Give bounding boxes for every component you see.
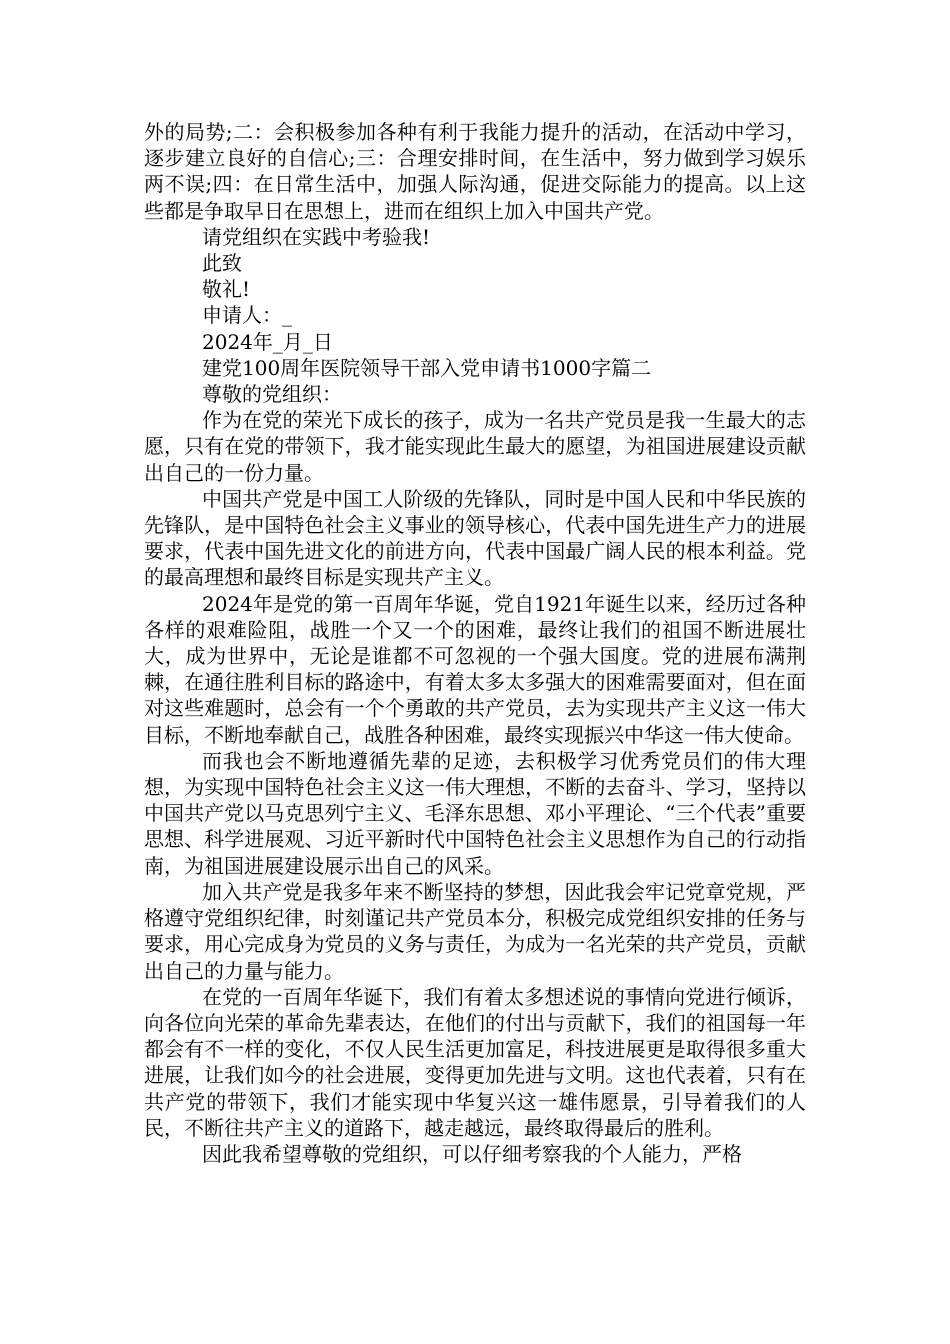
paragraph-14: 在党的一百周年华诞下，我们有着太多想述说的事情向党进行倾诉，向各位向光荣的革命先辈表达，在他们的付出与贡献下，我们的祖国每一年都会有不一样的变化，不仅人民生活更加富足，科技进展更是取得很多重大进展，让我们如今的社会进展，变得更加先进与文明。这也代表着，只有在共产党的带领下，我们才能实现中华复兴这一雄伟愿景，引导着我们的人民，不断往共产主义的道路下，越走越远，最终取得最后的胜利。 — [144, 984, 806, 1140]
paragraph-1: 外的局势;二：会积极参加各种有利于我能力提升的活动，在活动中学习，逐步建立良好的自信心;三：合理安排时间，在生活中，努力做到学习娱乐两不误;四：在日常生活中，加强人际沟通，促进交际能力的提高。以上这些都是争取早日在思想上，进而在组织上加入中国共产党。 — [144, 120, 806, 223]
paragraph-13: 加入共产党是我多年来不断坚持的梦想，因此我会牢记党章党规，严格遵守党组织纪律，时刻谨记共产党员本分，积极完成党组织安排的任务与要求，用心完成身为党员的义务与责任，为成为一名光荣的共产党员，贡献出自己的力量与能力。 — [144, 879, 806, 983]
document-page — [144, 119, 806, 1167]
paragraph-15: 因此我希望尊敬的党组织，可以仔细考察我的个人能力，严格 — [202, 1141, 742, 1166]
paragraph-12: 而我也会不断地遵循先辈的足迹，去积极学习优秀党员们的伟大理想，为实现中国特色社会主义这一伟大理想，不断的去奋斗、学习，坚持以中国共产党以马克思列宁主义、毛泽东思想、邓小平理论、“三个代表”重要思想、科学进展观、习近平新时代中国特色社会主义思想作为自己的行动指南，为祖国进展建设展示出自己的风采。 — [144, 748, 806, 878]
paragraph-9: 作为在党的荣光下成长的孩子，成为一名共产党员是我一生最大的志愿，只有在党的带领下，我才能实现此生最大的愿望，为祖国进展建设贡献出自己的一份力量。 — [144, 408, 806, 485]
paragraph-4: 敬礼! — [202, 277, 251, 302]
paragraph-11: 2024年是党的第一百周年华诞，党自1921年诞生以来，经历过各种各样的艰难险阻，战胜一个又一个的困难，最终让我们的祖国不断进展壮大，成为世界中，无论是谁都不可忽视的一个强大国度。党的进展布满荆棘，在通往胜利目标的路途中，有着太多太多强大的困难需要面对，但在面对这些难题时，总会有一个个勇敢的共产党员，去为实现共产主义这一伟大目标，不断地奉献自己，战胜各种困难，最终实现振兴中华这一伟大使命。 — [144, 591, 806, 747]
paragraph-3: 此致 — [202, 251, 242, 276]
paragraph-6: 2024年_月_日 — [202, 329, 333, 354]
paragraph-8: 尊敬的党组织： — [202, 382, 342, 407]
paragraph-2: 请党组织在实践中考验我! — [202, 224, 431, 249]
paragraph-7: 建党100周年医院领导干部入党申请书1000字篇二 — [202, 355, 652, 380]
paragraph-5: 申请人：_ — [202, 303, 292, 328]
paragraph-10: 中国共产党是中国工人阶级的先锋队，同时是中国人民和中华民族的先锋队，是中国特色社会主义事业的领导核心，代表中国先进生产力的进展要求，代表中国先进文化的前进方向，代表中国最广阔人民的根本利益。党的最高理想和最终目标是实现共产主义。 — [144, 486, 806, 590]
